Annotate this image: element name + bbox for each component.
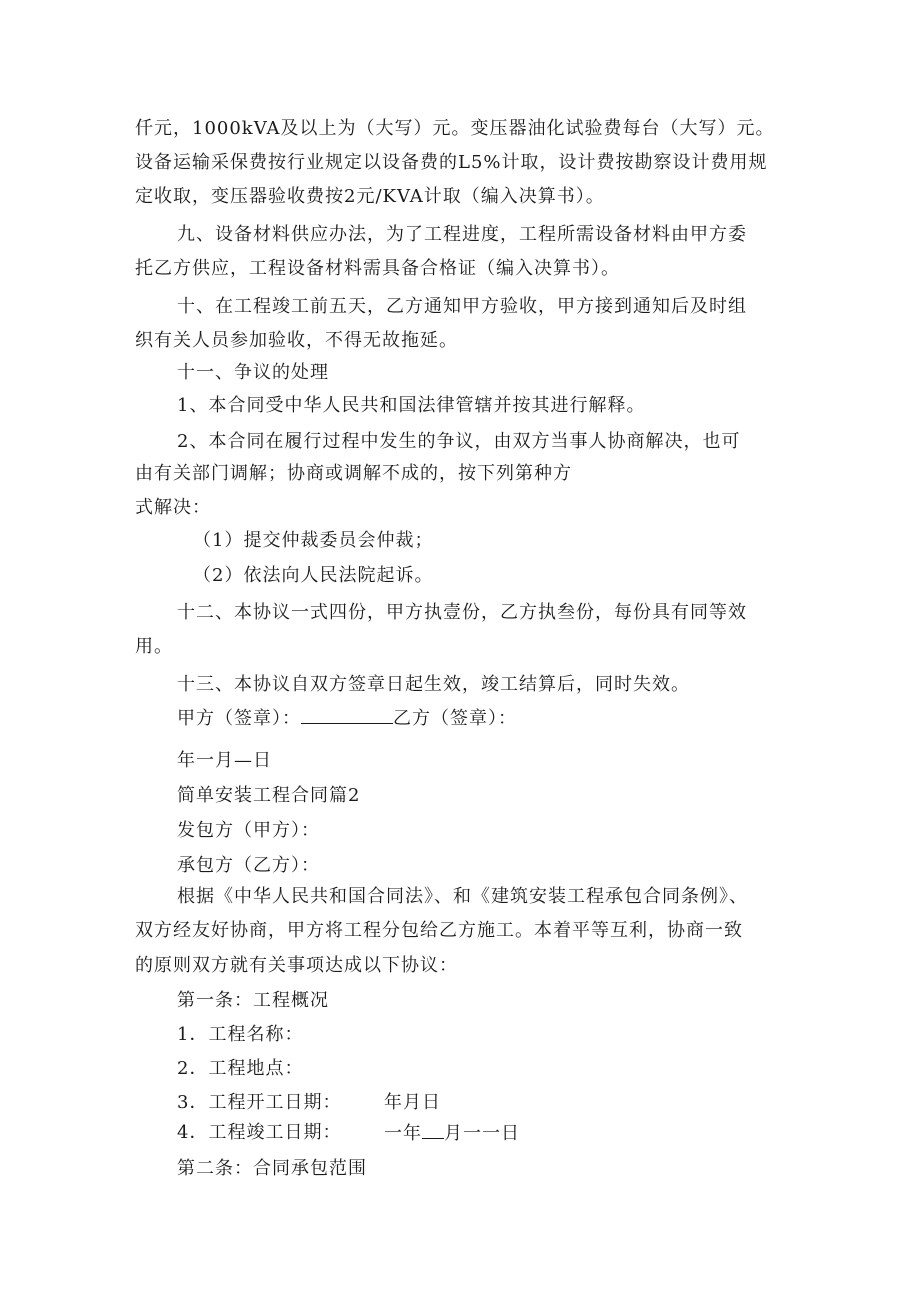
section-heading: 十一、争议的处理	[177, 362, 329, 383]
date-blank	[422, 1122, 444, 1139]
list-item: 3．工程开工日期：	[177, 1092, 342, 1113]
text-line: 用。	[135, 636, 173, 657]
section-heading: 第一条：工程概况	[177, 990, 329, 1011]
text-line: 由有关部门调解；协商或调解不成的，按下列第种方	[135, 463, 572, 484]
text-line: 十二、本协议一式四份，甲方执壹份，乙方执叁份，每份具有同等效	[177, 602, 747, 623]
signature-line	[177, 707, 517, 730]
date-value: 年月日	[384, 1092, 441, 1113]
party-b-label: 承包方（乙方）：	[177, 855, 320, 876]
party-a-label: 发包方（甲方）：	[177, 820, 320, 841]
party-b-signature-label: 乙方（签章）：	[393, 708, 517, 729]
list-item: （2）依法向人民法院起诉。	[193, 565, 434, 586]
text-line: 设备运输采保费按行业规定以设备费的L5%计取，设计费按勘察设计费用规	[135, 152, 768, 173]
list-item: 4．工程竣工日期：	[177, 1122, 342, 1143]
section-heading: 第二条：合同承包范围	[177, 1158, 367, 1179]
list-item: 2．工程地点：	[177, 1058, 304, 1079]
date-value: 一年 月一一日	[384, 1123, 520, 1144]
text-line: 双方经友好协商，甲方将工程分包给乙方施工。本着平等互利，协商一致	[135, 920, 743, 941]
date-line: 年一月—日	[177, 750, 272, 771]
text-line: 2、本合同在履行过程中发生的争议，由双方当事人协商解决，也可	[177, 431, 741, 452]
text-line: 十、在工程竣工前五天，乙方通知甲方验收，甲方接到通知后及时组	[177, 296, 747, 317]
text-line: 十三、本协议自双方签章日起生效，竣工结算后，同时失效。	[177, 674, 690, 695]
text-line: 定收取，变压器验收费按2元/KVA计取（编入决算书）。	[135, 186, 605, 207]
list-item: 1．工程名称：	[177, 1024, 304, 1045]
text-line: 九、设备材料供应办法，为了工程进度，工程所需设备材料由甲方委	[177, 224, 747, 245]
text-line: 式解决：	[135, 497, 211, 518]
contract-title: 简单安装工程合同篇2	[177, 785, 361, 806]
party-a-signature-label: 甲方（签章）：	[177, 708, 301, 729]
signature-blank	[301, 707, 393, 724]
text-line: 的原则双方就有关事项达成以下协议：	[135, 955, 458, 976]
text-line: 1、本合同受中华人民共和国法律管辖并按其进行解释。	[177, 395, 646, 416]
list-item: （1）提交仲裁委员会仲裁；	[193, 530, 434, 551]
text-line: 仟元，1000kVA及以上为（大写）元。变压器油化试验费每台（大写）元。	[135, 118, 775, 139]
text-line: 根据《中华人民共和国合同法》、和《建筑安装工程承包合同条例》、	[177, 886, 748, 907]
text-line: 织有关人员参加验收，不得无故拖延。	[135, 330, 458, 351]
text-line: 托乙方供应，工程设备材料需具备合格证（编入决算书）。	[135, 258, 620, 279]
